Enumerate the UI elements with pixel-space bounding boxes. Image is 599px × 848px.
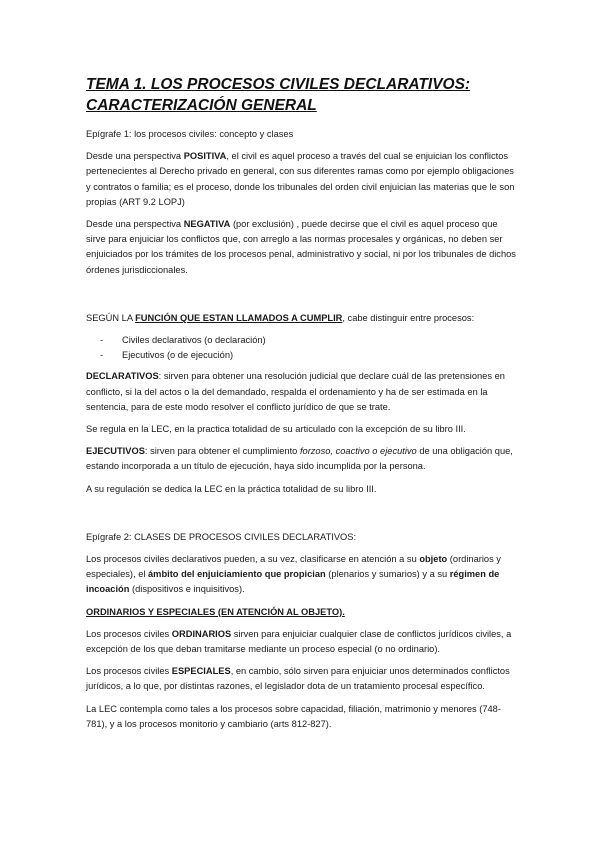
text: Los procesos civiles [86,628,172,639]
text: Los procesos civiles [86,666,172,677]
spacer [86,278,518,297]
bold-term: NEGATIVA [183,219,231,230]
bold-term: régimen de incoación [86,569,500,595]
paragraph-clases [86,552,518,598]
text: (por exclusión) , puede decirse que el civil es aquel proceso que sirve para enjuiciar los conflictos que, con arreglo a las normas procesales y orgánicas, no deben ser enjuiciados por los trámites de los procesos penal, administrativo y social, ni por los tribunales de dichos órdenes jurisdiccionales. [86,219,516,275]
paragraph-especiales [86,664,518,694]
italic-term: forzoso, coactivo o ejecutivo [299,446,417,457]
paragraph-ejecutivos [86,444,518,474]
bold-underlined-term: FUNCIÓN QUE ESTAN LLAMADOS A CUMPLIR [135,312,343,323]
text: Desde una perspectiva [86,151,184,162]
text: de una obligación que, estando incorporada a un título de ejecución, haya sido incumplida por la persona. [86,446,513,472]
paragraph-ordinarios [86,627,518,657]
bold-term: DECLARATIVOS [86,371,159,382]
text: Los procesos civiles declarativos pueden, a su vez, clasificarse en atención a su [86,554,420,565]
paragraph-lec: La LEC contempla como tales a los procesos sobre capacidad, filiación, matrimonio y menores (748-781), y a los procesos monitorio y cambiario (arts 812-827). [86,703,501,729]
paragraph-regula: Se regula en la LEC, en la practica totalidad de su articulado con la excepción de su libro III. [86,424,466,435]
text: : sirven para obtener una resolución judicial que declare cuál de las pretensiones en conflicto, si la del actos o la del demandado, respalda el ordenamiento y ha de ser estimada en la sentencia, para de este modo resolver el conflicto jurídico de que se trate. [86,371,505,412]
paragraph-declarativos [86,369,518,415]
title-line-1: TEMA 1. LOS PROCESOS CIVILES DECLARATIVOS: [86,76,471,93]
text: , el civil es aquel proceso a través del cual se enjuician los conflictos pertenecientes al Derecho privado en general, con sus diferentes ramas como por ejemplo obligaciones y contratos o familia; es el proceso, donde los tribunales del orden civil enjuician las materias que le son propias (ART 9.2 LOPJ) [86,151,515,207]
text: (plenarios y sumarios) y a su [325,569,450,580]
list-item-label: Civiles declarativos (o declaración) [122,335,266,346]
text: : sirven para obtener el cumplimiento [144,446,300,457]
bold-term: ámbito del enjuiciamiento que propician [148,569,326,580]
paragraph-segun [86,311,518,326]
paragraph-negativa [86,217,518,278]
dash-marker: - [100,350,104,361]
epigrafe-2-heading: Epígrafe 2: CLASES DE PROCESOS CIVILES DECLARATIVOS: [86,531,357,542]
text: Desde una perspectiva [86,219,184,230]
spacer [86,297,518,311]
paragraph-positiva [86,149,518,210]
text: , cabe distinguir entre procesos: [342,312,475,323]
title-line-2: CARACTERIZACIÓN GENERAL [86,97,317,114]
bold-term: ESPECIALES [171,666,231,677]
text: SEGÚN LA [86,312,136,323]
bold-term: EJECUTIVOS [86,446,145,457]
text: , en cambio, sólo sirven para enjuiciar unos determinados conflictos jurídicos, a lo que, por distintas razones, el legislador dota de un tratamiento procesal específico. [86,666,510,692]
section-heading-ordinarios: ORDINARIOS Y ESPECIALES (EN ATENCIÓN AL OBJETO). [86,606,345,617]
spacer [86,516,518,530]
paragraph-regulacion: A su regulación se dedica la LEC en la práctica totalidad de su libro III. [86,483,377,494]
bold-term: ORDINARIOS [171,628,232,639]
list-item-label: Ejecutivos (o de ejecución) [122,350,234,361]
document-body [86,74,518,732]
text: (ordinarios y especiales), el [86,554,501,580]
list-item [86,348,518,363]
text: (dispositivos e inquisitivos). [129,584,245,595]
epigrafe-1-heading: Epígrafe 1: los procesos civiles: concepto y clases [86,129,294,139]
bold-term: objeto [419,554,448,565]
bold-term: POSITIVA [183,151,227,162]
process-type-list [86,333,518,363]
page-title [86,74,518,116]
list-item [86,333,518,348]
spacer [86,497,518,516]
dash-marker: - [100,335,104,346]
text: sirven para enjuiciar cualquier clase de conflictos jurídicos civiles, a excepción de los que deban tramitarse mediante un proceso especial (o no ordinario). [86,628,512,655]
